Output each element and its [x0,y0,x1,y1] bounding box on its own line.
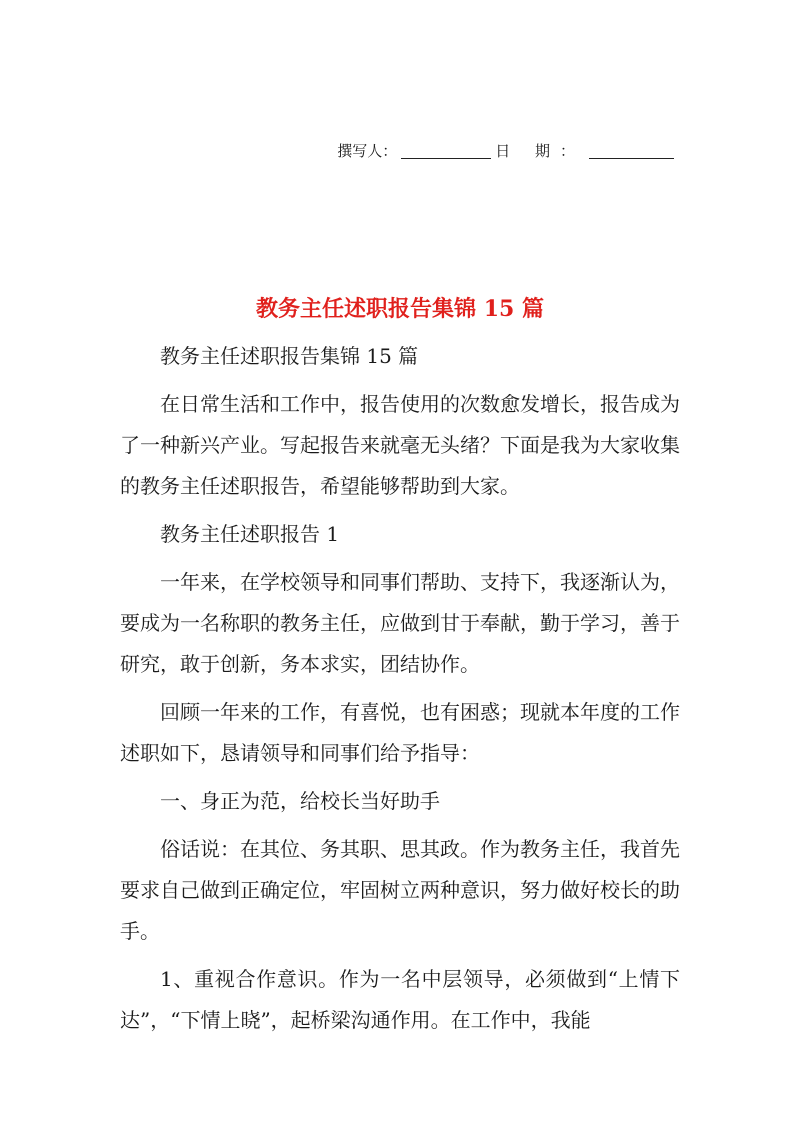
paragraph-intro: 在日常生活和工作中，报告使用的次数愈发增长，报告成为了一种新兴产业。写起报告来就毫无头绪？下面是我为大家收集的教务主任述职报告，希望能够帮助到大家。 [120,392,680,498]
paragraph-subtitle: 教务主任述职报告集锦 15 篇 [160,344,419,368]
paragraph: 俗话说：在其位、务其职、思其政。作为教务主任，我首先要求自己做到正确定位，牢固树立两种意识，努力做好校长的助手。 [120,837,680,943]
document-body [120,336,680,1048]
paragraph-heading: 一、身正为范，给校长当好助手 [160,789,440,813]
author-date-line [337,140,678,161]
author-blank [401,144,491,159]
paragraph-section-heading: 教务主任述职报告 1 [160,522,340,546]
date-label: 日 期： [495,142,585,160]
paragraph: 一年来，在学校领导和同事们帮助、支持下，我逐渐认为，要成为一名称职的教务主任，应做到甘于奉献，勤于学习，善于研究，敢于创新，务本求实，团结协作。 [120,570,680,676]
date-blank [589,144,674,159]
author-label: 撰写人： [337,142,398,160]
paragraph: 回顾一年来的工作，有喜悦，也有困惑；现就本年度的工作述职如下，恳请领导和同事们给予指导： [120,700,680,765]
paragraph: 1、重视合作意识。作为一名中层领导，必须做到“上情下达”，“下情上晓”，起桥梁沟通作用。在工作中，我能 [120,967,680,1032]
document-title: 教务主任述职报告集锦 15 篇 [256,296,544,322]
